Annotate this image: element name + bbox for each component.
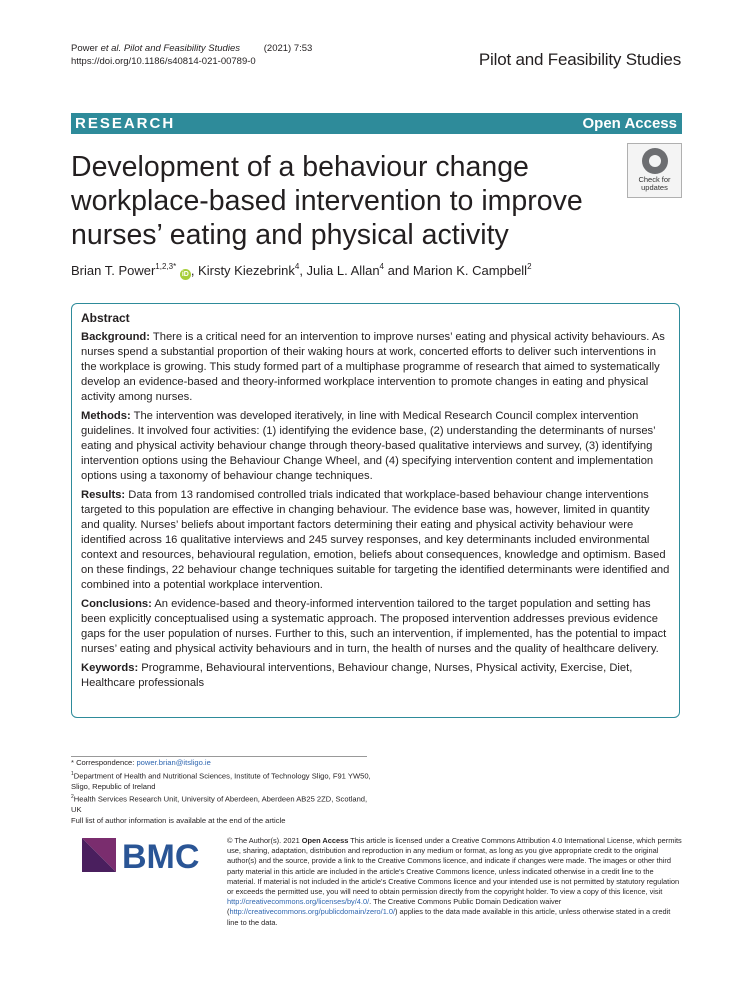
license-statement (227, 836, 682, 928)
abstract-results (81, 488, 671, 593)
abstract-background (81, 330, 671, 405)
license-copyright: © The Author(s). 2021 (227, 836, 302, 845)
affiliation-1: Department of Health and Nutritional Sciences, Institute of Technology Sligo, F91 YW50, Sligo, Republic of Ireland (71, 771, 371, 791)
license-open-access: Open Access (301, 836, 349, 845)
section-label: Results: (81, 489, 126, 501)
author-name[interactable]: , Julia L. Allan (299, 263, 380, 278)
correspondence-email-link[interactable]: power.brian@itsligo.ie (136, 758, 211, 767)
author-affiliation-sup: 4 (294, 262, 300, 271)
abstract-heading: Abstract (81, 311, 130, 325)
orcid-icon[interactable]: iD (181, 271, 189, 278)
section-label: Methods: (81, 410, 131, 422)
section-label: Keywords: (81, 662, 139, 674)
full-author-info-note: Full list of author information is available at the end of the article (71, 816, 286, 826)
abstract-box (71, 303, 680, 718)
citation-year: (2021) 7:53 (263, 43, 313, 54)
bmc-logo-text: BMC (122, 838, 200, 876)
cc-zero-link[interactable]: http://creativecommons.org/publicdomain/zero/1.0/ (229, 907, 396, 917)
section-label: Conclusions: (81, 598, 152, 610)
license-text: This article is licensed under a Creative Commons Attribution 4.0 International License, which permits use, sharing, adaptation, distribution and reproduction in any medium or format, as long as you give appropriate credit to the original author(s) and the source, provide a link to the Creative Commons licence, and indicate if changes were made. The images or other third party material in this article are included in the article's Creative Commons licence, unless indicated otherwise in a credit line to the material. If material is not included in the article's Creative Commons licence and your intended use is not permitted by statutory regulation or exceeds the permitted use, you will need to obtain permission directly from the copyright holder. To view a copy of this licence, visit (227, 836, 682, 897)
section-text: There is a critical need for an intervention to improve nurses’ eating and physical activity behaviours. As nurses spend a substantial proportion of their waking hours at work, concerted efforts to deliver such interventions in the workplace is growing. This study formed part of a multiphase programme of research that aimed to systematically develop an evidence-based and theory-informed workplace intervention to promote changes in eating and physical activity among nurses. (81, 331, 665, 403)
article-type-label: RESEARCH (75, 115, 176, 132)
abstract-conclusions (81, 597, 671, 657)
crossmark-line2: updates (641, 183, 668, 192)
crossmark-line1: Check for (638, 175, 671, 184)
section-text: Data from 13 randomised controlled trials indicated that workplace-based behaviour change interventions targeted to this population are effective in changing behaviour. The evidence base was, however, limited in quantity and quality. Nurses’ beliefs about important factors determining their eating and physical activity behaviour were identified across 16 qualitative interviews and 245 survey responses, and key determinants included environmental context and resources, behavioural regulation, emotion, beliefs about consequences, knowledge and optimism. Based on these findings, 22 behaviour change techniques suitable for targeting the identified determinants were identified and combined into a potential workplace intervention. (81, 489, 670, 591)
affiliation-sup: 1 (71, 770, 74, 777)
footnotes (71, 758, 371, 827)
correspondence-label: * Correspondence: (71, 758, 137, 767)
section-text: Programme, Behavioural interventions, Behaviour change, Nurses, Physical activity, Exercise, Diet, Healthcare professionals (81, 662, 633, 689)
section-label: Background: (81, 331, 150, 343)
section-text: The intervention was developed iteratively, in line with Medical Research Council complex intervention guidelines. It involved four activities: (1) identifying the evidence base, (2) understanding the determinants of nurses’ eating and physical activity behaviour change through theory-based qualitative interviews and survey, (3) identifying intervention options using the Behaviour Change Wheel, and (4) specifying intervention content and implementation options using a taxonomy of behaviour change techniques. (81, 410, 656, 482)
affiliation-2: Health Services Research Unit, University of Aberdeen, Aberdeen AB25 2ZD, Scotland, UK (71, 794, 368, 815)
abstract-methods (81, 409, 671, 484)
bmc-logo (80, 834, 210, 878)
article-title: Development of a behaviour change workplace-based intervention to improve nurses’ eating and physical activity (71, 151, 583, 251)
journal-name: Pilot and Feasibility Studies (478, 50, 681, 69)
license-text: . The Creative Commons Public Domain Dedication waiver ( (227, 897, 562, 917)
footnote-divider (71, 756, 367, 757)
license-text: ) applies to the data made available in this article, unless otherwise stated in a credit line to the data. (227, 907, 671, 927)
author-list (71, 258, 532, 280)
author-affiliation-sup: 4 (379, 262, 384, 271)
doi-link[interactable]: https://doi.org/10.1186/s40814-021-00789-0 (71, 56, 256, 67)
citation-header (71, 42, 312, 68)
citation-journal: et al. Pilot and Feasibility Studies (100, 43, 240, 54)
author-affiliation-sup: 1,2,3* (155, 262, 177, 271)
author-name[interactable]: and Marion K. Campbell (384, 263, 528, 278)
open-access-label: Open Access (582, 115, 677, 132)
section-text: An evidence-based and theory-informed intervention tailored to the target population and setting has been explicitly conceptualised using a systematic approach. The proposed intervention addresses previous evidence gaps for the user population of nurses. Further to this, such an intervention, if implemented, has the potential to impact nurses’ eating and physical activity behaviours and in turn, the health of nurses and the quality of healthcare delivery. (81, 598, 667, 655)
cc-by-link[interactable]: http://creativecommons.org/licenses/by/4.0/ (227, 897, 370, 907)
author-name[interactable]: Brian T. Power (71, 263, 156, 278)
article-type-banner (71, 113, 682, 134)
author-name[interactable]: , Kirsty Kiezebrink (190, 263, 295, 278)
citation-authors: Power (71, 43, 101, 54)
check-for-updates-badge[interactable] (627, 143, 682, 198)
abstract-keywords (81, 661, 671, 691)
crossmark-icon (642, 148, 668, 174)
affiliation-sup: 2 (71, 794, 74, 801)
author-affiliation-sup: 2 (527, 262, 532, 271)
